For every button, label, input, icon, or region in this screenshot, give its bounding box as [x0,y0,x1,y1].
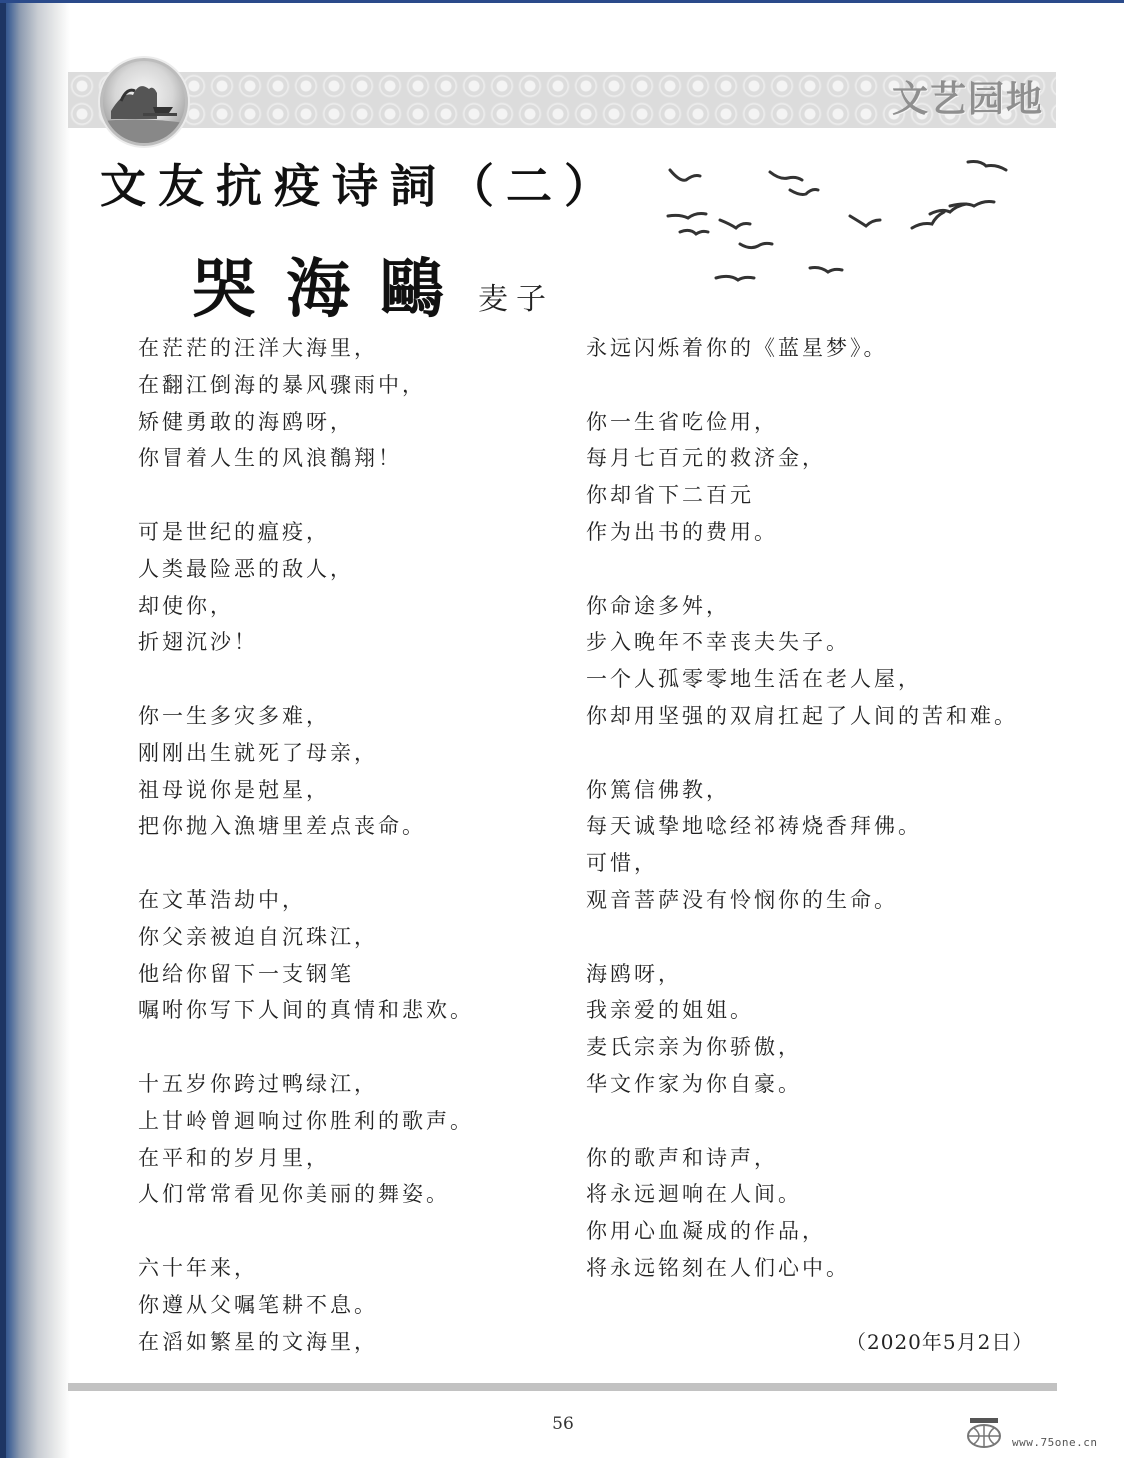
poem-line: 你冒着人生的风浪鶺翔！ [138,446,402,471]
poem-line: 他给你留下一支钢笔 [138,961,354,986]
poem-line: 你父亲被迫自沉珠江， [138,924,378,949]
poem-stanza [586,404,1056,551]
poem-line: 在滔如繁星的文海里， [138,1329,378,1354]
poem-line: 将永远铭刻在人们心中。 [586,1255,850,1280]
poem-line: 你的歌声和诗声， [586,1145,778,1170]
binding-edge [0,0,6,1458]
poem-line: 海鸥呀， [586,961,682,986]
poem-line: 人们常常看见你美丽的舞姿。 [138,1182,450,1207]
globe-logo-icon [962,1416,1006,1450]
poem-line: 嘱咐你写下人间的真情和悲欢。 [138,998,474,1023]
poem-line: 折翅沉沙！ [138,630,258,655]
poem-line: 华文作家为你自豪。 [586,1071,802,1096]
poem-line: 将永远迴响在人间。 [586,1182,802,1207]
flying-birds-icon [650,150,1030,300]
poem-line: 你一生多灾多难， [138,703,330,728]
poem-stanza [586,330,1056,367]
poem-line: 矫健勇敢的海鸥呀， [138,409,354,434]
poem-line: 六十年来， [138,1255,258,1280]
poem-line: 一个人孤零零地生活在老人屋， [586,667,922,692]
poem-line: 我亲爱的姐姐。 [586,998,754,1023]
poem-line: 观音菩萨没有怜悯你的生命。 [586,887,898,912]
poem-right-column [586,330,1056,1324]
poem-line: 人类最险恶的敌人， [138,556,354,581]
poem-title: 哭海鷗 [192,252,474,327]
series-title: 文友抗疫诗詞（二） [100,159,622,213]
poem-line: 却使你， [138,593,234,618]
poem-line: 作为出书的费用。 [586,519,778,544]
poem-line: 永远闪烁着你的《蓝星梦》。 [586,336,888,360]
poem-line: 你一生省吃俭用， [586,409,778,434]
poem-line: 在茫茫的汪洋大海里， [138,336,378,360]
poem-line: 可是世纪的瘟疫， [138,519,330,544]
poem-line: 步入晚年不幸丧夫失子。 [586,630,850,655]
poem-date: （2020年5月2日） [846,1330,1034,1354]
poem-line: 刚刚出生就死了母亲， [138,740,378,765]
top-edge-bar [0,0,1124,3]
poem-line: 每天诚挚地唸经祁祷烧香拜佛。 [586,814,922,839]
poem-stanza [586,588,1056,735]
poem-line: 每月七百元的救济金， [586,446,826,471]
poem-line: 麦氏宗亲为你骄傲， [586,1035,802,1060]
poem-stanza [586,956,1056,1103]
footer-rule [68,1383,1057,1391]
page-binding-shadow [0,0,70,1458]
poem-stanza [138,1250,568,1360]
poem-line: 你遵从父嘱笔耕不息。 [138,1292,378,1317]
poem-line: 上甘岭曾迴响过你胜利的歌声。 [138,1108,474,1133]
watermark-url: www.75one.cn [1012,1436,1098,1449]
poem-line: 你命途多舛， [586,593,730,618]
site-watermark [962,1416,1120,1452]
poem-stanza [138,882,568,1029]
poem-stanza [138,514,568,661]
section-label: 文艺园地 [891,79,1044,120]
poem-stanza [586,1140,1056,1287]
poem-line: 在翻江倒海的暴风骤雨中， [138,372,426,397]
poem-line: 十五岁你跨过鸭绿江， [138,1071,378,1096]
poem-stanza [138,698,568,845]
poem-line: 祖母说你是尅星， [138,777,330,802]
poem-line: 在文革浩劫中， [138,887,306,912]
poem-line: 你篤信佛教， [586,777,730,802]
page-number: 56 [552,1414,574,1434]
poem-line: 你用心血凝成的作品， [586,1219,826,1244]
poem-line: 把你抛入漁塘里差点丧命。 [138,814,426,839]
poem-line: 可惜， [586,851,658,876]
poem-stanza [586,772,1056,919]
poem-left-column [138,330,568,1397]
poem-author: 麦子 [478,282,554,317]
poem-line: 你却用坚强的双肩扛起了人间的苦和难。 [586,703,1018,728]
landscape-medallion-icon [100,58,188,146]
poem-stanza [138,1066,568,1213]
poem-line: 在平和的岁月里， [138,1145,330,1170]
poem-line: 你却省下二百元 [586,483,754,508]
poem-stanza [138,330,568,477]
